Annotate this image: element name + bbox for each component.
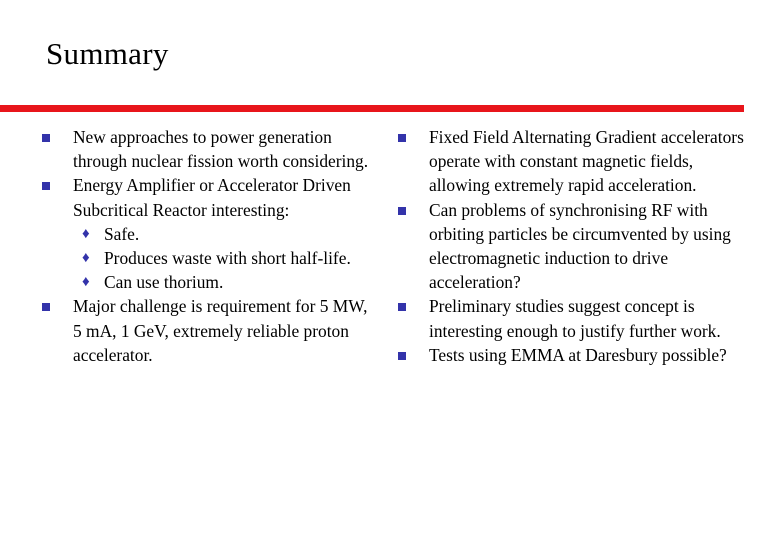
list-item: [398, 343, 748, 367]
list-item: [42, 294, 372, 367]
list-item-text: Fixed Field Alternating Gradient accelerators operate with constant magnetic fields, allowing extremely rapid acceleration.: [429, 127, 744, 196]
list-item-text: Major challenge is requirement for 5 MW, 5 mA, 1 GeV, extremely reliable proton accelerator.: [73, 296, 368, 365]
square-bullet-icon: [398, 352, 406, 360]
list-item-text: Tests using EMMA at Daresbury possible?: [429, 344, 727, 365]
slide-title: Summary: [46, 36, 169, 71]
title-divider: [0, 105, 744, 112]
square-bullet-icon: [398, 134, 406, 142]
square-bullet-icon: [42, 303, 50, 311]
square-bullet-icon: [398, 207, 406, 215]
right-column: [398, 125, 748, 367]
list-item: [398, 125, 748, 198]
diamond-bullet-icon: ♦: [82, 250, 90, 267]
list-item: [42, 173, 372, 221]
sub-list-item: [42, 270, 372, 294]
list-item-text: Preliminary studies suggest concept is interesting enough to justify further work.: [429, 296, 721, 341]
list-item-text: Energy Amplifier or Accelerator Driven Subcritical Reactor interesting:: [73, 175, 351, 220]
list-item-text: New approaches to power generation through nuclear fission worth considering.: [73, 127, 369, 172]
sub-list-item-text: Produces waste with short half-life.: [104, 248, 351, 269]
left-column: [42, 125, 372, 367]
sub-list-item: [42, 246, 372, 270]
diamond-bullet-icon: ♦: [82, 225, 90, 242]
list-item: [398, 294, 748, 342]
diamond-bullet-icon: ♦: [82, 274, 90, 291]
square-bullet-icon: [42, 134, 50, 142]
list-item: [398, 198, 748, 295]
sub-list-item-text: Can use thorium.: [104, 272, 224, 293]
sub-list-item-text: Safe.: [104, 223, 140, 244]
sub-list-item: [42, 222, 372, 246]
list-item: [42, 125, 372, 173]
square-bullet-icon: [398, 303, 406, 311]
list-item-text: Can problems of synchronising RF with orbiting particles be circumvented by using electromagnetic induction to drive acceleration?: [429, 199, 731, 293]
square-bullet-icon: [42, 182, 50, 190]
